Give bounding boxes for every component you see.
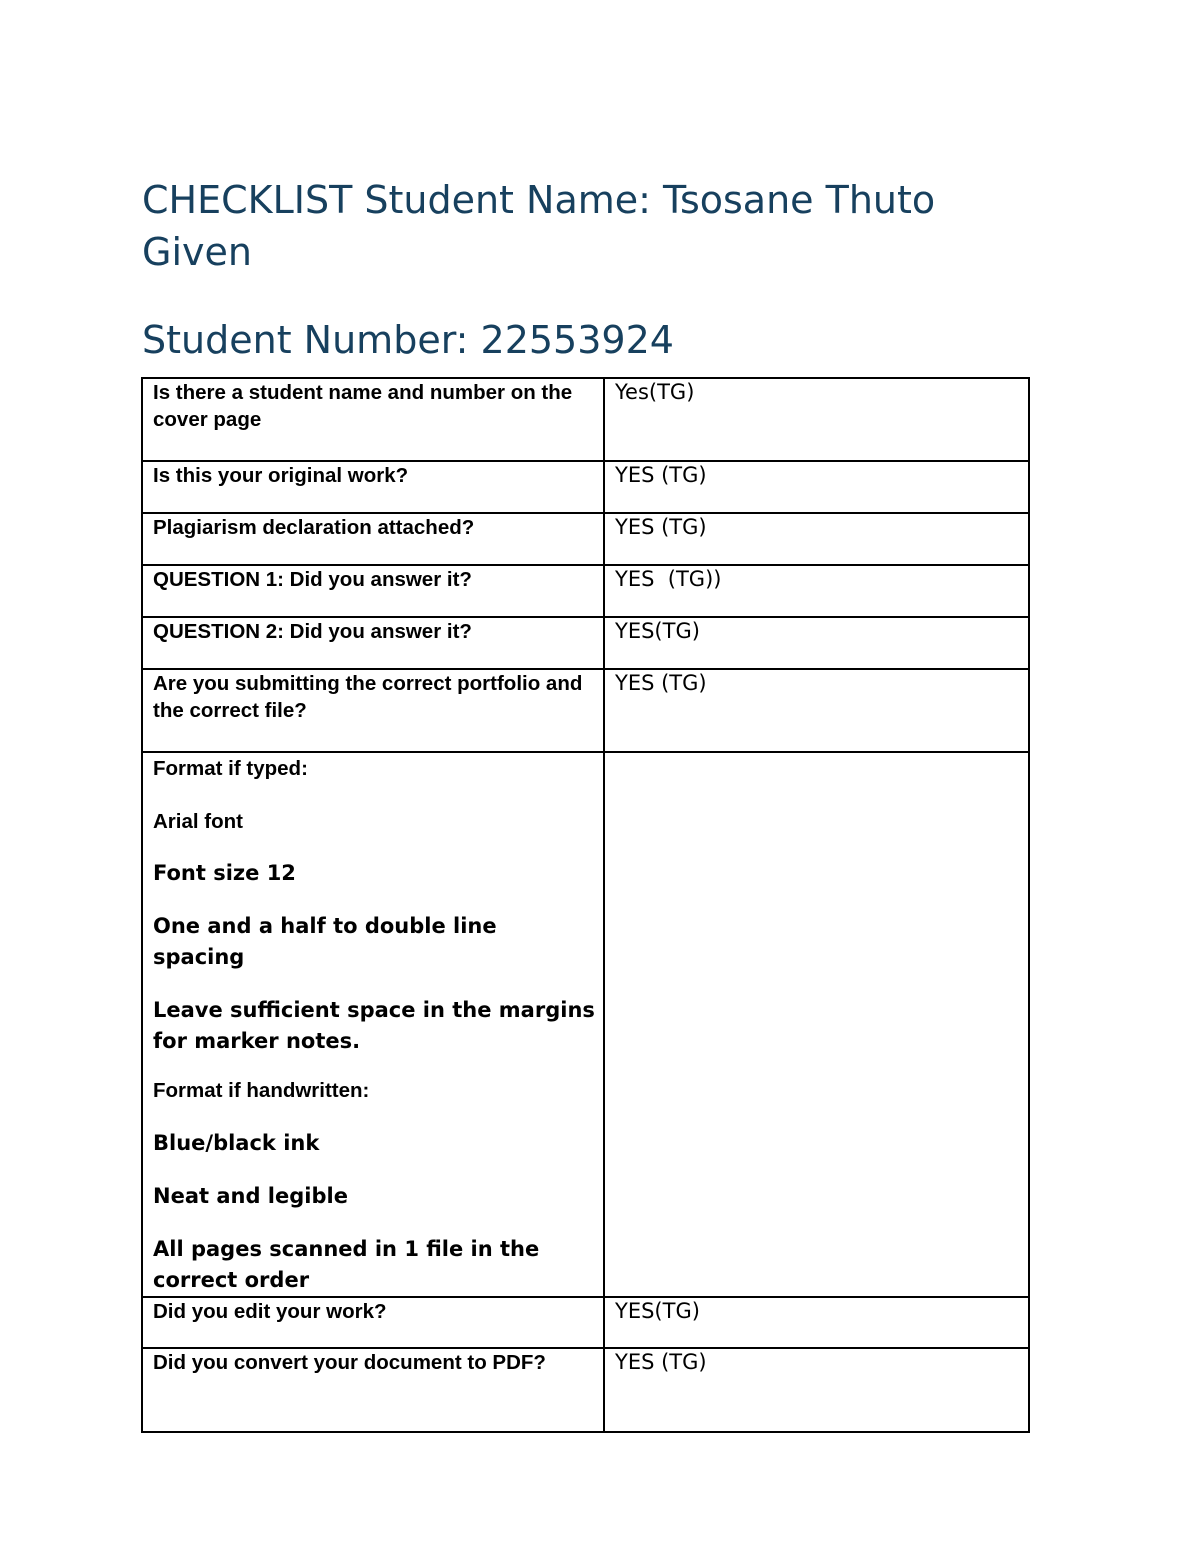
answer-cell: YES (TG) — [604, 513, 1029, 565]
question-cell: QUESTION 1: Did you answer it? — [142, 565, 604, 617]
format-pages: All pages scanned in 1 file in the correct order — [153, 1237, 540, 1292]
answer-cell: YES (TG) — [604, 1348, 1029, 1432]
answer-cell — [604, 752, 1029, 1297]
answer-cell: Yes(TG) — [604, 378, 1029, 461]
format-margins: Leave sufficient space in the margins for marker notes. — [153, 998, 595, 1053]
table-row — [142, 1297, 1029, 1348]
question-cell: Did you edit your work? — [142, 1297, 604, 1348]
question-cell: QUESTION 2: Did you answer it? — [142, 617, 604, 669]
table-row — [142, 565, 1029, 617]
answer-cell: YES (TG) — [604, 669, 1029, 752]
format-arial-font: Arial font — [153, 810, 243, 833]
format-line-spacing: One and a half to double line spacing — [153, 914, 497, 969]
format-typed-heading: Format if typed: — [153, 757, 308, 780]
format-handwritten-heading: Format if handwritten: — [153, 1079, 370, 1102]
answer-cell: YES (TG) — [604, 461, 1029, 513]
document-title: CHECKLIST Student Name: Tsosane Thuto — [142, 178, 936, 222]
question-cell: Did you convert your document to PDF? — [142, 1348, 604, 1432]
question-cell: Are you submitting the correct portfolio and the correct file? — [142, 669, 604, 752]
question-cell: Is this your original work? — [142, 461, 604, 513]
answer-cell: YES(TG) — [604, 1297, 1029, 1348]
table-row — [142, 617, 1029, 669]
table-row — [142, 461, 1029, 513]
document-title-continued: Given — [142, 230, 252, 274]
format-ink: Blue/black ink — [153, 1131, 320, 1155]
answer-cell: YES (TG)) — [604, 565, 1029, 617]
student-number-heading: Student Number: 22553924 — [142, 318, 674, 362]
table-row — [142, 378, 1029, 461]
question-cell: Plagiarism declaration attached? — [142, 513, 604, 565]
table-row — [142, 669, 1029, 752]
checklist-table — [141, 377, 1030, 1433]
format-font-size: Font size 12 — [153, 861, 296, 885]
table-row — [142, 1348, 1029, 1432]
table-row — [142, 513, 1029, 565]
format-neat: Neat and legible — [153, 1184, 348, 1208]
format-requirements-cell — [142, 752, 604, 1297]
format-requirements-row — [142, 752, 1029, 1297]
question-cell: Is there a student name and number on the cover page — [142, 378, 604, 461]
answer-cell: YES(TG) — [604, 617, 1029, 669]
